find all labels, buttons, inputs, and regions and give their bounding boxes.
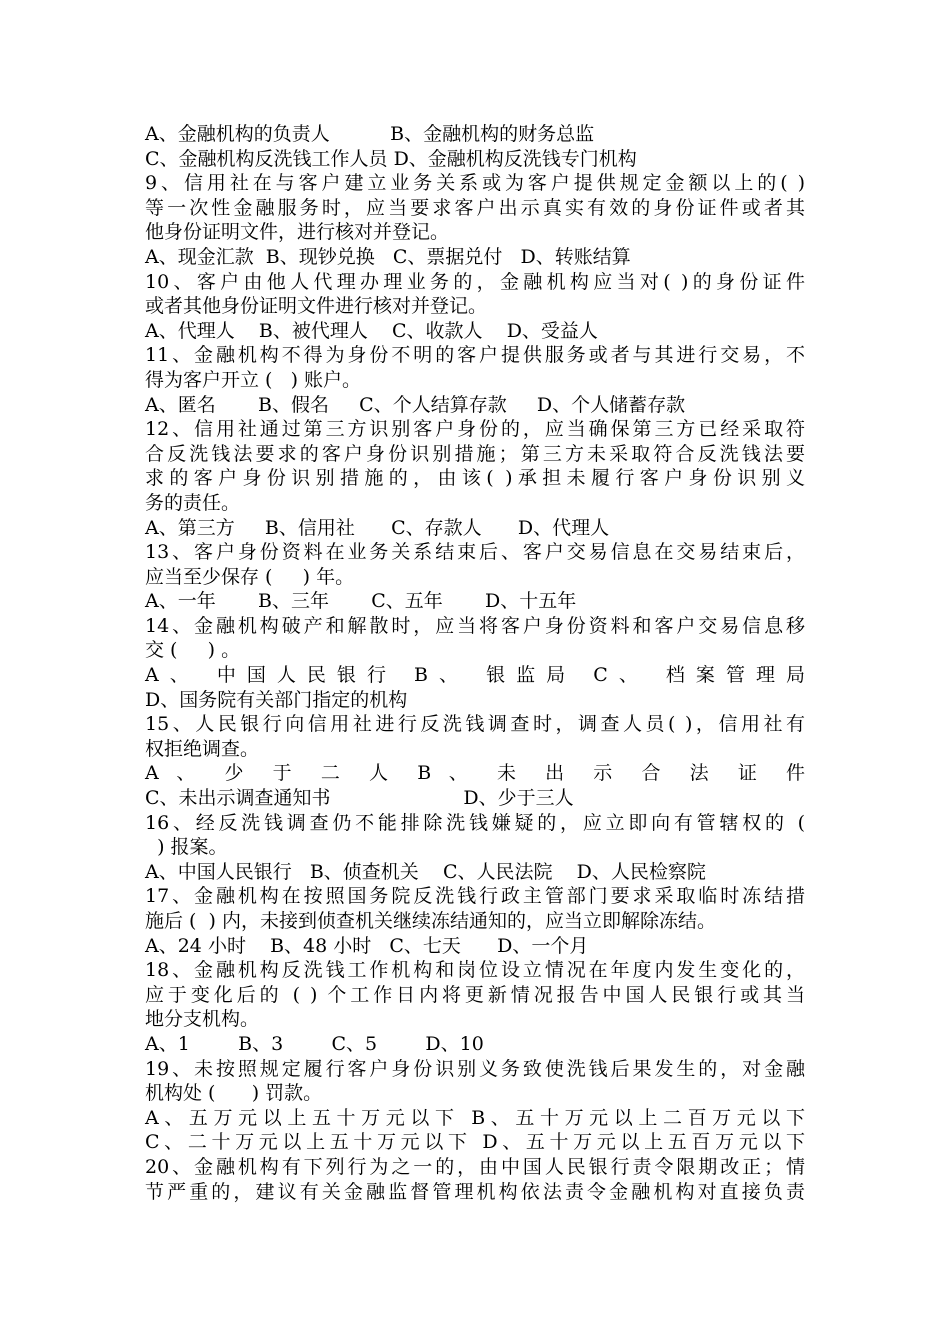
text-line: D、国务院有关部门指定的机构 bbox=[145, 688, 408, 711]
text-line: 14、金融机构破产和解散时，应当将客户身份资料和客户交易信息移 bbox=[145, 614, 805, 637]
text-line: A、代理人 B、被代理人 C、收款人 D、受益人 bbox=[145, 319, 598, 342]
document-page bbox=[145, 122, 805, 1204]
text-line: 12、信用社通过第三方识别客户身份的，应当确保第三方已经采取符 bbox=[145, 418, 805, 441]
text-line: A、现金汇款 B、现钞兑换 C、票据兑付 D、转账结算 bbox=[145, 245, 631, 268]
text-line: 18、金融机构反洗钱工作机构和岗位设立情况在年度内发生变化的， bbox=[145, 959, 805, 982]
text-line: 9、信用社在与客户建立业务关系或为客户提供规定金额以上的( ) bbox=[145, 172, 805, 195]
text-line: 19、未按照规定履行客户身份识别义务致使洗钱后果发生的，对金融 bbox=[145, 1057, 805, 1080]
text-line: C、未出示调查通知书 D、少于三人 bbox=[145, 787, 574, 810]
text-line: 交 ( ) 。 bbox=[145, 639, 241, 662]
text-line: A、第三方 B、信用社 C、存款人 D、代理人 bbox=[145, 516, 610, 539]
text-line: A、1 B、3 C、5 D、10 bbox=[145, 1032, 484, 1055]
text-line: 机构处 ( ) 罚款。 bbox=[145, 1082, 323, 1105]
text-line: A 、 少 于 二 人 B 、 未 出 示 合 法 证 件 bbox=[145, 762, 805, 785]
text-line: C、二十万元以上五十万元以下 D、五十万元以上五百万元以下 bbox=[145, 1131, 805, 1154]
text-line: A、金融机构的负责人 B、金融机构的财务总监 bbox=[145, 123, 595, 145]
text-line: 10、客户由他人代理办理业务的，金融机构应当对( )的身份证件 bbox=[145, 270, 805, 293]
text-line: 应于变化后的 ( ) 个工作日内将更新情况报告中国人民银行或其当 bbox=[145, 983, 805, 1006]
text-line: 合反洗钱法要求的客户身份识别措施；第三方未采取符合反洗钱法要 bbox=[145, 442, 805, 465]
text-line: A、五万元以上五十万元以下 B、五十万元以上二百万元以下 bbox=[145, 1106, 805, 1129]
text-line: 得为客户开立 ( ) 账户。 bbox=[145, 368, 362, 391]
text-line: 13、客户身份资料在业务关系结束后、客户交易信息在交易结束后， bbox=[145, 541, 805, 564]
text-line: 应当至少保存 ( ) 年。 bbox=[145, 565, 355, 588]
text-line: A、中国人民银行 B、侦查机关 C、人民法院 D、人民检察院 bbox=[145, 860, 706, 883]
text-line: ) 报案。 bbox=[145, 836, 228, 859]
text-line: 等一次性金融服务时，应当要求客户出示真实有效的身份证件或者其 bbox=[145, 196, 805, 219]
text-line: 11、金融机构不得为身份不明的客户提供服务或者与其进行交易，不 bbox=[145, 344, 805, 367]
text-line: 16、经反洗钱调查仍不能排除洗钱嫌疑的，应立即向有管辖权的 ( bbox=[145, 811, 805, 834]
text-line: 20、金融机构有下列行为之一的，由中国人民银行责令限期改正；情 bbox=[145, 1155, 805, 1178]
text-line: C、金融机构反洗钱工作人员 D、金融机构反洗钱专门机构 bbox=[145, 147, 637, 170]
text-line: 施后 ( ) 内，未接到侦查机关继续冻结通知的，应当立即解除冻结。 bbox=[145, 910, 716, 932]
text-line: 他身份证明文件，进行核对并登记。 bbox=[145, 221, 450, 244]
text-line: A、一年 B、三年 C、五年 D、十五年 bbox=[145, 590, 577, 613]
text-line: 地分支机构。 bbox=[145, 1008, 260, 1031]
text-line: A、匿名 B、假名 C、个人结算存款 D、个人储蓄存款 bbox=[145, 393, 686, 416]
text-line: 或者其他身份证明文件进行核对并登记。 bbox=[145, 295, 488, 318]
text-line: 权拒绝调查。 bbox=[145, 737, 260, 760]
text-line: 务的责任。 bbox=[145, 491, 241, 514]
text-line: 17、金融机构在按照国务院反洗钱行政主管部门要求采取临时冻结措 bbox=[145, 885, 805, 908]
text-line: 求的客户身份识别措施的，由该( )承担未履行客户身份识别义 bbox=[145, 467, 805, 490]
text-line: A、 中国人民银行 B、 银监局 C、 档案管理局 bbox=[145, 664, 805, 687]
text-line: 节严重的，建议有关金融监督管理机构依法责令金融机构对直接负责 bbox=[145, 1180, 805, 1203]
text-line: 15、人民银行向信用社进行反洗钱调查时，调查人员( )，信用社有 bbox=[145, 713, 805, 736]
text-line: A、24 小时 B、48 小时 C、七天 D、一个月 bbox=[145, 934, 589, 957]
